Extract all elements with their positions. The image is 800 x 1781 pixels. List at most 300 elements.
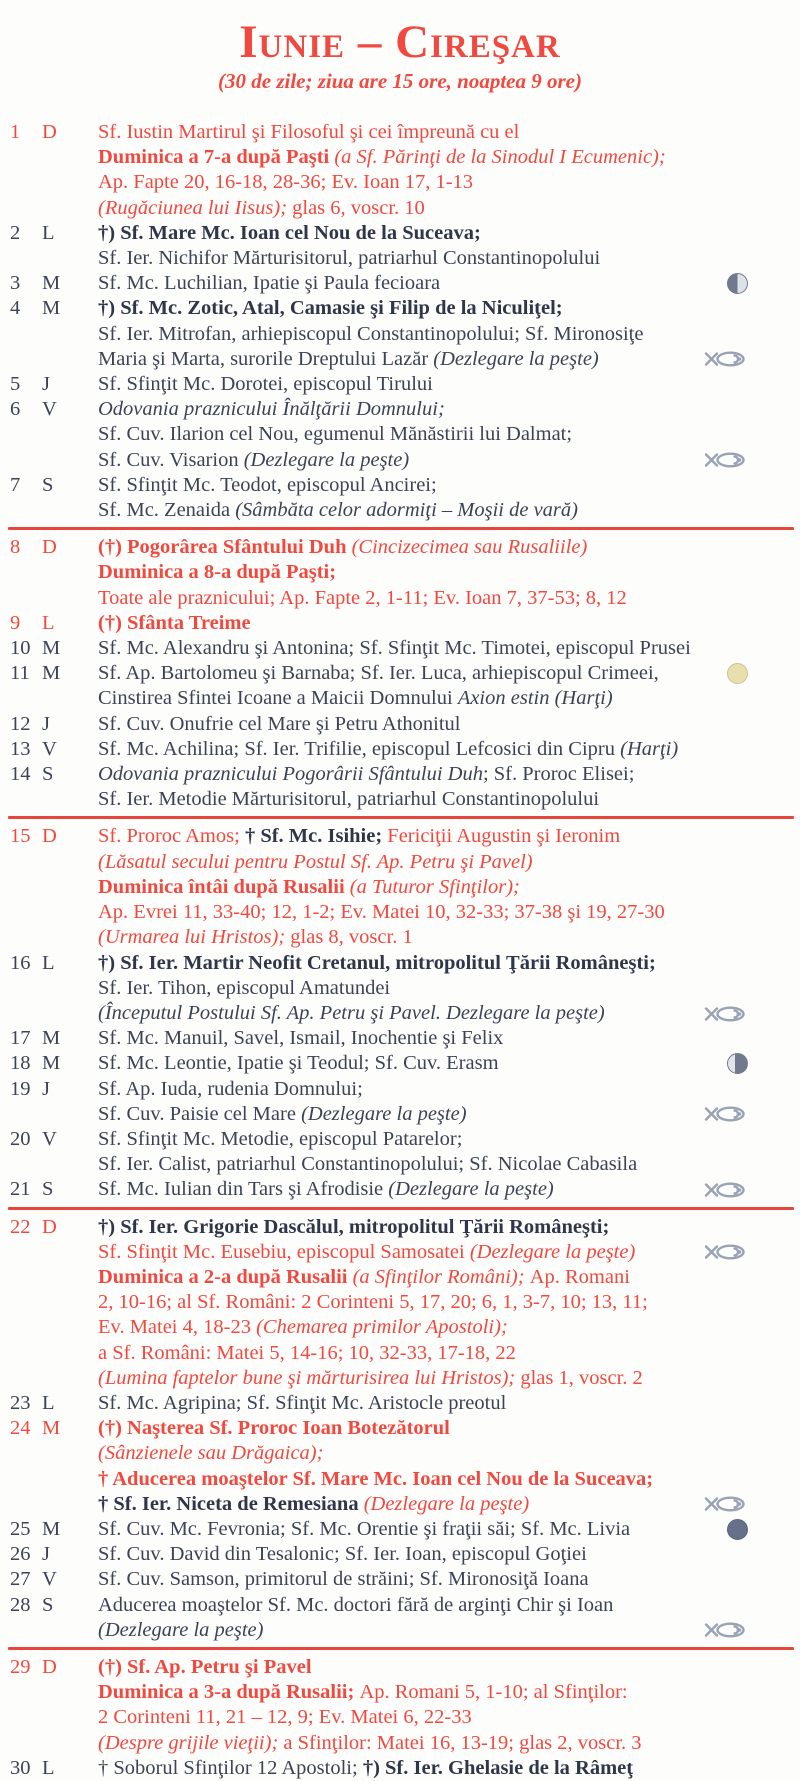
- day-content-19: [98, 1077, 748, 1127]
- feast-text: [98, 1391, 506, 1416]
- feast-segment: Sf. Cuv. Samson, primitorul de străini; Sf. Mironosiţă Ioana: [98, 1568, 589, 1591]
- feast-text: [98, 1542, 587, 1567]
- feast-line: [98, 712, 748, 737]
- feast-line: [98, 1102, 748, 1127]
- day-of-week: J: [42, 712, 50, 735]
- day-content-21: [98, 1177, 748, 1202]
- week-separator-line: [8, 527, 794, 530]
- feast-segment: Sf. Cuv. Visarion: [98, 448, 244, 471]
- feast-line: [98, 1567, 748, 1592]
- feast-line: [98, 372, 748, 397]
- feast-segment: (Lăsatul secului pentru Postul Sf. Ap. Petru şi Pavel): [98, 850, 533, 873]
- feast-line: [98, 560, 748, 585]
- day-of-week: L: [42, 1756, 55, 1779]
- feast-line: [98, 1152, 748, 1177]
- day-label-19: [10, 1077, 98, 1102]
- day-row-11: [10, 661, 748, 711]
- day-content-25: [98, 1517, 748, 1542]
- day-content-18: [98, 1051, 748, 1076]
- day-row-14: [10, 762, 748, 812]
- day-label-24: [10, 1416, 98, 1441]
- feast-line: [98, 1315, 748, 1340]
- feast-text: [98, 1215, 609, 1240]
- day-row-9: [10, 611, 748, 636]
- feast-line: [98, 296, 748, 321]
- day-row-28: [10, 1593, 748, 1643]
- day-label-7: [10, 473, 98, 498]
- day-of-week: V: [42, 398, 57, 421]
- day-number: 25: [10, 1517, 31, 1540]
- feast-text: [98, 1517, 630, 1542]
- feast-text: [98, 1077, 363, 1102]
- feast-segment: ; Sf. Proroc Elisei;: [482, 763, 635, 786]
- feast-line: [98, 1077, 748, 1102]
- feast-segment: Sf. Mc. Leontie, Ipatie şi Teodul; Sf. Cuv. Erasm: [98, 1052, 499, 1075]
- feast-segment: (Cincizecimea sau Rusaliile): [351, 536, 588, 559]
- day-content-7: [98, 473, 748, 523]
- day-row-10: [10, 636, 748, 661]
- feast-line: [98, 1177, 748, 1202]
- day-number: 29: [10, 1655, 31, 1678]
- feast-segment: (Despre grijile vieţii);: [98, 1731, 284, 1754]
- feast-segment: (†) Sf. Ap. Petru şi Pavel: [98, 1655, 312, 1678]
- feast-segment: Duminica întâi după Rusalii: [98, 875, 350, 898]
- day-content-15: [98, 824, 748, 950]
- feast-text: [98, 1655, 312, 1680]
- day-content-13: [98, 737, 748, 762]
- feast-line: [98, 246, 748, 271]
- feast-text: [98, 271, 440, 296]
- feast-line: [98, 271, 748, 296]
- feast-segment: Duminica a 7-a după Paşti: [98, 146, 335, 169]
- day-of-week: L: [42, 951, 55, 974]
- day-row-3: [10, 271, 748, 296]
- moon-new-glyph: [727, 1519, 748, 1540]
- feast-line: [98, 1517, 748, 1542]
- feast-line: [98, 120, 748, 145]
- day-of-week: M: [42, 272, 61, 295]
- day-number: 27: [10, 1568, 31, 1591]
- day-of-week: V: [42, 1127, 57, 1150]
- day-number: 2: [10, 221, 21, 244]
- moon-full-glyph: [727, 663, 748, 684]
- feast-line: [98, 1026, 748, 1051]
- day-of-week: M: [42, 1517, 61, 1540]
- feast-text: [98, 120, 519, 145]
- feast-segment: †) Sf. Ier. Ghelasie de la Râmeţ: [362, 1756, 634, 1779]
- feast-segment: Sf. Sfinţit Mc. Teodot, episcopul Ancirei;: [98, 473, 437, 496]
- feast-line: [98, 686, 748, 711]
- fish-icon: [704, 1105, 748, 1123]
- day-of-week: D: [42, 1655, 57, 1678]
- feast-segment: †) Sf. Mare Mc. Ioan cel Nou de la Suceava;: [98, 221, 481, 244]
- feast-segment: † Sf. Mc. Isihie;: [244, 825, 388, 848]
- feast-segment: 2 Corinteni 11, 21 – 12, 9; Ev. Matei 6, 22-33: [98, 1706, 472, 1729]
- day-row-7: [10, 473, 748, 523]
- feast-line: [98, 586, 748, 611]
- feast-segment: (†) Naşterea Sf. Proroc Ioan Botezătorul: [98, 1417, 450, 1440]
- day-of-week: L: [42, 611, 55, 634]
- day-of-week: M: [42, 297, 61, 320]
- day-row-23: [10, 1391, 748, 1416]
- moon-first-quarter-icon: [727, 273, 748, 294]
- feast-text: [98, 1618, 263, 1643]
- day-row-22: [10, 1215, 748, 1391]
- feast-line: [98, 1492, 748, 1517]
- feast-line: [98, 1680, 748, 1705]
- feast-line: [98, 1467, 748, 1492]
- day-row-8: [10, 535, 748, 611]
- day-number: 1: [10, 121, 21, 143]
- day-number: 8: [10, 536, 21, 559]
- day-of-week: D: [42, 536, 57, 559]
- feast-line: [98, 473, 748, 498]
- day-number: 21: [10, 1178, 31, 1201]
- day-row-30: [10, 1756, 748, 1781]
- day-number: 18: [10, 1052, 31, 1075]
- feast-text: [98, 422, 572, 447]
- feast-text: [98, 1177, 554, 1202]
- feast-line: [98, 1756, 748, 1781]
- day-row-15: [10, 824, 748, 950]
- day-label-17: [10, 1026, 98, 1051]
- feast-segment: Sf. Mc. Zenaida: [98, 499, 236, 522]
- feast-text: [98, 1416, 450, 1441]
- feast-segment: †) Sf. Ier. Grigorie Dascălul, mitropolitul Ţării Româneşti;: [98, 1215, 610, 1238]
- feast-text: [98, 1680, 628, 1705]
- day-list: [0, 120, 800, 1781]
- feast-line: [98, 1001, 748, 1026]
- feast-segment: Ap. Romani: [529, 1265, 630, 1288]
- fish-icon: [704, 451, 748, 469]
- feast-text: [98, 1492, 529, 1517]
- feast-text: [98, 1001, 605, 1026]
- feast-line: [98, 145, 748, 170]
- feast-segment: glas 6, voscr. 10: [292, 196, 425, 219]
- feast-segment: Odovania praznicului Înălţării Domnului;: [98, 398, 445, 421]
- day-number: 5: [10, 373, 21, 396]
- feast-text: [98, 1756, 633, 1781]
- feast-line: [98, 221, 748, 246]
- feast-text: [98, 473, 437, 498]
- day-row-17: [10, 1026, 748, 1051]
- moon-new-icon: [727, 1519, 748, 1540]
- feast-text: [98, 1441, 323, 1466]
- feast-line: [98, 448, 748, 473]
- feast-text: [98, 347, 599, 372]
- day-label-11: [10, 661, 98, 686]
- day-of-week: J: [42, 1077, 50, 1100]
- moon-full-icon: [727, 663, 748, 684]
- fish-icon: [704, 1621, 748, 1639]
- feast-segment: Sf. Iustin Martirul şi Filosoful şi cei împreună cu el: [98, 121, 520, 143]
- feast-text: [98, 1705, 472, 1730]
- feast-text: [98, 1731, 642, 1756]
- feast-line: [98, 850, 748, 875]
- feast-text: [98, 1467, 653, 1492]
- day-row-1: [10, 120, 748, 221]
- feast-text: [98, 246, 600, 271]
- day-row-4: [10, 296, 748, 372]
- feast-text: [98, 1051, 499, 1076]
- feast-line: [98, 661, 748, 686]
- fish-icon: [704, 1181, 748, 1199]
- feast-line: [98, 1290, 748, 1315]
- feast-text: [98, 1240, 635, 1265]
- feast-segment: glas 1, voscr. 2: [520, 1366, 643, 1389]
- feast-text: [98, 1366, 643, 1391]
- day-number: 6: [10, 398, 21, 421]
- feast-segment: Odovania praznicului Pogorârii Sfântului Duh: [98, 763, 483, 786]
- feast-text: [98, 787, 599, 812]
- day-label-29: [10, 1655, 98, 1680]
- feast-text: [98, 1593, 613, 1618]
- day-row-26: [10, 1542, 748, 1567]
- feast-segment: (a Sfinţilor Români);: [352, 1265, 530, 1288]
- feast-line: [98, 762, 748, 787]
- day-of-week: S: [42, 763, 54, 786]
- feast-line: [98, 900, 748, 925]
- day-label-4: [10, 296, 98, 321]
- feast-line: [98, 1341, 748, 1366]
- feast-text: [98, 170, 473, 195]
- feast-text: [98, 535, 587, 560]
- feast-segment: Ap. Romani 5, 1-10; al Sfinţilor:: [359, 1681, 628, 1704]
- moon-first-quarter-glyph: [727, 273, 748, 294]
- feast-segment: Sf. Ier. Nichifor Mărturisitorul, patriarhul Constantinopolului: [98, 247, 601, 270]
- feast-text: [98, 196, 425, 221]
- day-content-16: [98, 951, 748, 1027]
- day-content-11: [98, 661, 748, 711]
- feast-line: [98, 498, 748, 523]
- day-content-8: [98, 535, 748, 611]
- day-row-16: [10, 951, 748, 1027]
- day-content-2: [98, 221, 748, 271]
- feast-segment: (Sâmbăta celor adormiţi – Moşii de vară): [235, 499, 578, 522]
- day-of-week: M: [42, 1417, 61, 1440]
- feast-segment: (Chemarea primilor Apostoli);: [256, 1316, 508, 1339]
- feast-line: [98, 1265, 748, 1290]
- feast-text: [98, 712, 461, 737]
- feast-text: [98, 1341, 516, 1366]
- day-content-1: [98, 120, 748, 221]
- day-content-9: [98, 611, 748, 636]
- feast-text: [98, 976, 390, 1001]
- feast-line: [98, 1366, 748, 1391]
- feast-line: [98, 1618, 748, 1643]
- feast-text: [98, 636, 691, 661]
- feast-segment: Maria şi Marta, surorile Dreptului Lazăr: [98, 347, 434, 370]
- feast-text: [98, 397, 445, 422]
- day-label-1: [10, 120, 98, 145]
- feast-segment: Ev. Matei 4, 18-23: [98, 1316, 257, 1339]
- feast-text: [98, 221, 481, 246]
- day-number: 22: [10, 1215, 31, 1238]
- feast-text: [98, 560, 336, 585]
- feast-segment: Sf. Ier. Tihon, episcopul Amatundei: [98, 976, 391, 999]
- feast-line: [98, 636, 748, 661]
- feast-line: [98, 170, 748, 195]
- day-number: 20: [10, 1127, 31, 1150]
- feast-segment: (Dezlegare la peşte): [433, 347, 599, 370]
- feast-segment: Ap. Evrei 11, 33-40; 12, 1-2; Ev. Matei 10, 32-33; 37-38 şi 19, 27-30: [98, 901, 665, 924]
- feast-line: [98, 976, 748, 1001]
- feast-text: [98, 1152, 637, 1177]
- day-of-week: S: [42, 473, 54, 496]
- day-row-13: [10, 737, 748, 762]
- day-content-12: [98, 712, 748, 737]
- feast-segment: (a Sf. Părinţi de la Sinodul I Ecumenic);: [334, 146, 666, 169]
- day-row-12: [10, 712, 748, 737]
- feast-line: [98, 925, 748, 950]
- feast-segment: Sf. Cuv. Onufrie cel Mare şi Petru Athonitul: [98, 712, 461, 735]
- feast-segment: a Sf. Români: Matei 5, 14-16; 10, 32-33, 17-18, 22: [98, 1341, 516, 1364]
- day-row-5: [10, 372, 748, 397]
- feast-segment: Sf. Proroc Amos;: [98, 825, 245, 848]
- day-of-week: L: [42, 221, 55, 244]
- feast-line: [98, 1542, 748, 1567]
- day-number: 3: [10, 272, 21, 295]
- feast-text: [98, 925, 413, 950]
- day-of-week: M: [42, 1052, 61, 1075]
- feast-line: [98, 1731, 748, 1756]
- feast-line: [98, 824, 748, 849]
- feast-text: [98, 611, 251, 636]
- day-number: 28: [10, 1593, 31, 1616]
- day-row-29: [10, 1655, 748, 1756]
- feast-segment: Duminica a 8-a după Paşti;: [98, 561, 337, 584]
- feast-segment: Sf. Mc. Luchilian, Ipatie şi Paula fecioara: [98, 272, 441, 295]
- day-of-week: V: [42, 1568, 57, 1591]
- day-of-week: J: [42, 373, 50, 396]
- fish-icon: [704, 350, 748, 368]
- feast-line: [98, 875, 748, 900]
- day-content-30: [98, 1756, 748, 1781]
- day-label-6: [10, 397, 98, 422]
- day-row-27: [10, 1567, 748, 1592]
- feast-segment: (Dezlegare la peşte): [301, 1102, 467, 1125]
- day-content-14: [98, 762, 748, 812]
- feast-segment: Toate ale praznicului; Ap. Fapte 2, 1-11; Ev. Ioan 7, 37-53; 8, 12: [98, 586, 627, 609]
- day-row-20: [10, 1127, 748, 1177]
- feast-text: [98, 762, 634, 787]
- feast-segment: Sf. Mc. Manuil, Savel, Ismail, Inochentie şi Felix: [98, 1027, 504, 1050]
- feast-segment: (Lumina faptelor bune şi mărturisirea lui Hristos);: [98, 1366, 521, 1389]
- feast-segment: glas 8, voscr. 1: [290, 926, 413, 949]
- feast-line: [98, 1391, 748, 1416]
- feast-segment: (Urmarea lui Hristos);: [98, 926, 291, 949]
- feast-segment: Fericiţii Augustin şi Ieronim: [387, 825, 621, 848]
- feast-segment: Sf. Sfinţit Mc. Eusebiu, episcopul Samosatei: [98, 1240, 470, 1263]
- day-row-24: [10, 1416, 748, 1517]
- feast-segment: Sf. Ier. Calist, patriarhul Constantinopolului; Sf. Nicolae Cabasila: [98, 1153, 638, 1176]
- day-content-5: [98, 372, 748, 397]
- feast-segment: Sf. Cuv. David din Tesalonic; Sf. Ier. Ioan, episcopul Goţiei: [98, 1543, 587, 1566]
- feast-text: [98, 737, 678, 762]
- feast-line: [98, 787, 748, 812]
- feast-segment: (Sânzienele sau Drăgaica);: [98, 1442, 324, 1465]
- day-content-10: [98, 636, 748, 661]
- day-label-2: [10, 221, 98, 246]
- day-number: 11: [10, 662, 30, 685]
- fish-icon: [704, 1243, 748, 1261]
- feast-line: [98, 1127, 748, 1152]
- day-label-9: [10, 611, 98, 636]
- feast-segment: Sf. Ier. Mitrofan, arhiepiscopul Constantinopolului; Sf. Mironosiţe: [98, 322, 644, 345]
- day-row-6: [10, 397, 748, 473]
- feast-segment: (†) Sfânta Treime: [98, 611, 251, 634]
- day-content-3: [98, 271, 748, 296]
- day-label-25: [10, 1517, 98, 1542]
- feast-text: [98, 686, 613, 711]
- feast-text: [98, 900, 665, 925]
- feast-text: [98, 586, 627, 611]
- day-number: 17: [10, 1027, 31, 1050]
- day-label-21: [10, 1177, 98, 1202]
- day-number: 16: [10, 951, 31, 974]
- month-subtitle: (30 de zile; ziua are 15 ore, noaptea 9 ore): [218, 69, 582, 93]
- feast-text: [98, 1026, 503, 1051]
- day-number: 12: [10, 712, 31, 735]
- feast-segment: Cinstirea Sfintei Icoane a Maicii Domnului: [98, 687, 458, 710]
- feast-segment: (Dezlegare la peşte): [243, 448, 410, 471]
- day-number: 10: [10, 637, 31, 660]
- week-separator-line: [8, 816, 794, 819]
- feast-line: [98, 1705, 748, 1730]
- day-content-20: [98, 1127, 748, 1177]
- feast-text: [98, 448, 409, 473]
- feast-segment: † Aducerea moaştelor Sf. Mare Mc. Ioan cel Nou de la Suceava;: [98, 1467, 654, 1490]
- feast-text: [98, 322, 643, 347]
- day-label-15: [10, 824, 98, 849]
- week-separator-line: [8, 1647, 794, 1650]
- day-label-16: [10, 951, 98, 976]
- day-row-18: [10, 1051, 748, 1076]
- feast-text: [98, 145, 666, 170]
- day-label-18: [10, 1051, 98, 1076]
- feast-line: [98, 397, 748, 422]
- day-label-8: [10, 535, 98, 560]
- day-content-17: [98, 1026, 748, 1051]
- day-of-week: M: [42, 662, 61, 685]
- day-number: 15: [10, 825, 31, 848]
- day-label-22: [10, 1215, 98, 1240]
- day-label-12: [10, 712, 98, 737]
- day-number: 24: [10, 1417, 31, 1440]
- feast-segment: (Dezlegare la peşte): [388, 1178, 554, 1201]
- day-content-28: [98, 1593, 748, 1643]
- feast-segment: Sf. Mc. Achilina; Sf. Ier. Trifilie, episcopul Lefcosici din Cipru: [98, 737, 621, 760]
- feast-segment: (†) Pogorârea Sfântului Duh: [98, 536, 352, 559]
- day-content-26: [98, 1542, 748, 1567]
- feast-segment: Duminica a 2-a după Rusalii: [98, 1265, 353, 1288]
- feast-segment: (Rugăciunea lui Iisus);: [98, 196, 293, 219]
- day-content-29: [98, 1655, 748, 1756]
- day-of-week: S: [42, 1178, 54, 1201]
- feast-segment: Sf. Cuv. Mc. Fevronia; Sf. Mc. Orentie şi fraţii săi; Sf. Mc. Livia: [98, 1517, 631, 1540]
- feast-segment: Sf. Sfinţit Mc. Dorotei, episcopul Tirului: [98, 373, 433, 396]
- day-label-20: [10, 1127, 98, 1152]
- feast-segment: (Dezlegare la peşte): [98, 1618, 264, 1641]
- feast-segment: Sf. Ap. Iuda, rudenia Domnului;: [98, 1077, 363, 1100]
- day-of-week: D: [42, 1215, 57, 1238]
- day-row-2: [10, 221, 748, 271]
- feast-line: [98, 1416, 748, 1441]
- feast-segment: † Sf. Ier. Niceta de Remesiana: [98, 1492, 364, 1515]
- feast-text: [98, 296, 563, 321]
- feast-text: [98, 951, 656, 976]
- day-content-24: [98, 1416, 748, 1517]
